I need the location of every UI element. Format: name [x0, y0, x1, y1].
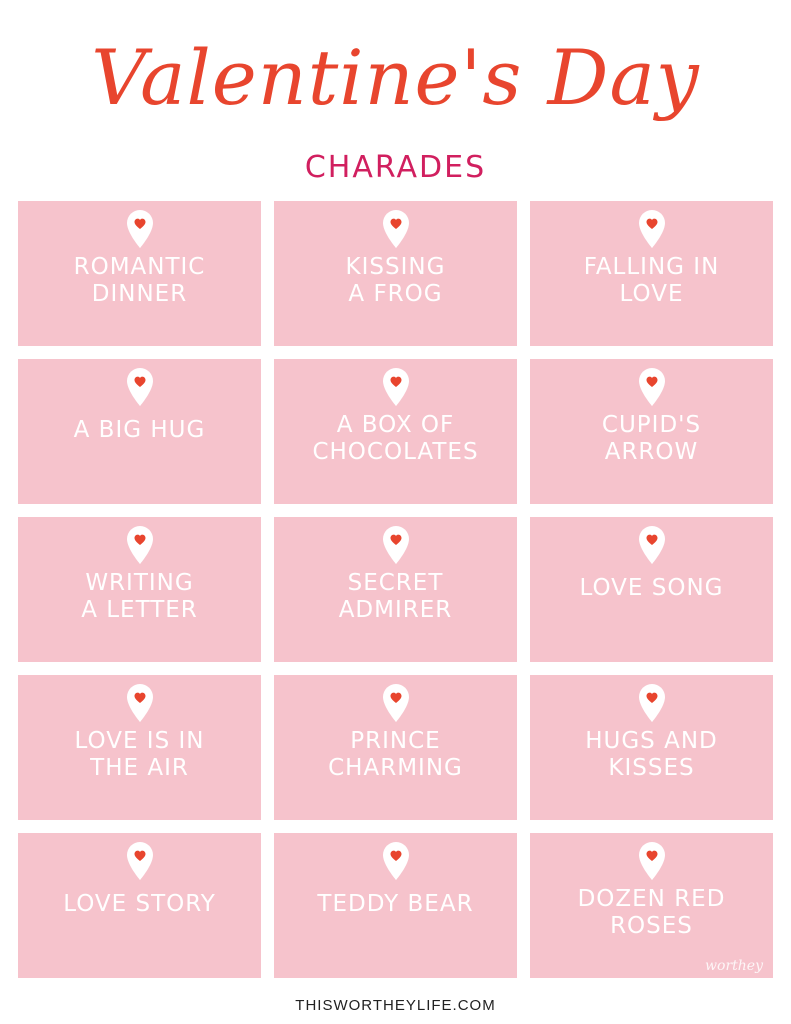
- heart-pin-icon: [637, 367, 667, 407]
- charade-card: [18, 833, 261, 978]
- charade-label: ROMANTIC DINNER: [73, 254, 206, 307]
- heart-pin-icon: [637, 525, 667, 565]
- charade-card: [530, 833, 773, 978]
- heart-pin-icon: [125, 209, 155, 249]
- charade-card: [274, 359, 517, 504]
- charade-label: KISSING A FROG: [345, 254, 446, 307]
- charade-label: LOVE IS IN THE AIR: [74, 728, 205, 781]
- heart-pin-icon: [125, 841, 155, 881]
- heart-pin-icon: [381, 683, 411, 723]
- heart-pin-icon: [637, 683, 667, 723]
- heart-pin-icon: [125, 683, 155, 723]
- brand-watermark: worthey: [705, 958, 763, 974]
- charade-card: [18, 675, 261, 820]
- heart-pin-icon: [637, 209, 667, 249]
- heart-pin-icon: [381, 367, 411, 407]
- charades-grid: [18, 201, 773, 978]
- charade-label: SECRET ADMIRER: [338, 570, 453, 623]
- charade-label: LOVE SONG: [579, 575, 724, 601]
- charade-label: FALLING IN LOVE: [583, 254, 720, 307]
- charade-card: [274, 833, 517, 978]
- charade-label: HUGS AND KISSES: [585, 728, 718, 781]
- charade-card: [530, 359, 773, 504]
- charade-label: CUPID'S ARROW: [601, 412, 702, 465]
- charade-label: A BOX OF CHOCOLATES: [312, 412, 479, 465]
- charade-label: PRINCE CHARMING: [328, 728, 463, 781]
- charade-card: [274, 201, 517, 346]
- charade-card: [530, 201, 773, 346]
- charade-card: [274, 675, 517, 820]
- heart-pin-icon: [125, 367, 155, 407]
- charade-card: [530, 675, 773, 820]
- heart-pin-icon: [381, 525, 411, 565]
- charade-card: [18, 359, 261, 504]
- heart-pin-icon: [125, 525, 155, 565]
- charade-label: LOVE STORY: [63, 891, 216, 917]
- charade-card: [530, 517, 773, 662]
- charade-label: WRITING A LETTER: [81, 570, 198, 623]
- page-subtitle: CHARADES: [304, 150, 487, 185]
- heart-pin-icon: [381, 209, 411, 249]
- heart-pin-icon: [381, 841, 411, 881]
- footer-url: THISWORTHEYLIFE.COM: [295, 997, 496, 1014]
- page-title: Valentine's Day: [91, 33, 700, 122]
- charade-card: [18, 201, 261, 346]
- charade-label: A BIG HUG: [73, 417, 206, 443]
- charade-label: TEDDY BEAR: [317, 891, 474, 917]
- charade-card: [18, 517, 261, 662]
- charade-card: [274, 517, 517, 662]
- charade-label: DOZEN RED ROSES: [577, 886, 726, 939]
- heart-pin-icon: [637, 841, 667, 881]
